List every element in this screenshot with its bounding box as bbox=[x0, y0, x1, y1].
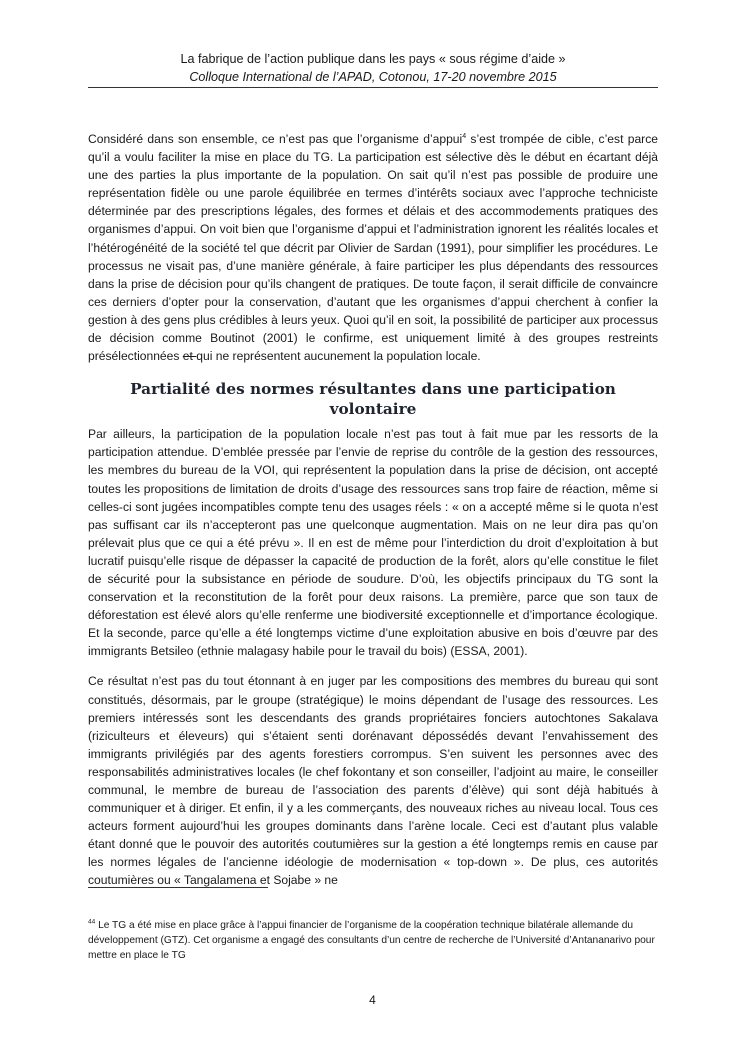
footnote-divider bbox=[88, 887, 268, 888]
paragraph-1-part-a: Considéré dans son ensemble, ce n’est pas que l’organisme d’appui bbox=[88, 132, 463, 146]
paragraph-1-part-c: qui ne représentent aucunement la population locale. bbox=[196, 349, 481, 364]
paragraph-2: Par ailleurs, la participation de la population locale n’est pas tout à fait mue par les ressorts de la participation attendue. D’emblée pressée par l’envie de reprise du contrôle de la gestion des ressources, les membres du bureau de la VOI, qui représentent la population dans la prise de décision, ont accepté toutes les propositions de limitation de droits d’usage des ressources sans trop faire de réaction, même si celles-ci sont jugées incompatibles compte tenu des usages réels : « on a accepté même si le quota n’est pas suffisant car ils n’accepteront pas une quelconque augmentation. Mais on ne leur dira pas qu’on prélevait plus que ce qui a été prévu ». Il en est de même pour l’interdiction du droit d’exploitation à but lucratif puisqu’elle risque de dépasser la capacité de production de la forêt, alors qu’elle constitue le filet de sécurité pour la subsistance en période de soudure. D’où, les objectifs principaux du TG sont la conservation et la reconstitution de la forêt pour deux raisons. La première, parce que son taux de déforestation est élevé alors qu’elle renferme une biodiversité exceptionnelle et d’importance écologique. Et la seconde, parce qu’elle a été longtemps victime d’une exploitation abusive en bois d’œuvre par des immigrants Betsileo (ethnie malagasy habile pour le travail du bois) (ESSA, 2001). bbox=[88, 427, 658, 659]
footnote-marker: 44 bbox=[88, 918, 96, 926]
struck-text: et bbox=[182, 349, 197, 364]
paragraph-1 bbox=[88, 130, 658, 365]
paragraph-3: Ce résultat n’est pas du tout étonnant à en juger par les compositions des membres du bureau qui sont constitués, désormais, par le groupe (stratégique) le moins dépendant de l’usage des ressources. Les premiers intéressés sont les descendants des grands propriétaires fonciers autochtones Sakalava (riziculteurs et éleveurs) qui s’étaient senti dorénavant dépossédés devant l’envahissement des immigrants privilégiés par des agents forestiers corrompus. S’en suivent les personnes avec des responsabilités administratives locales (le chef fokontany et son conseiller, l’adjoint au maire, le conseiller communal, le membre de bureau de l’association des parents d’élève) qui sont déjà habitués à communiquer et à diriger. Et enfin, il y a les commerçants, des nouveaux riches au niveau local. Tous ces acteurs forment aujourd’hui les groupes dominants dans l’arène locale. Ceci est d’autant plus valable étant donné que le pouvoir des autorités coutumières sur la gestion a été longtemps remis en cause par les normes légales de l’ancienne idéologie de modernisation « top-down ». De plus, ces autorités coutumières ou « Tangalamena et Sojabe » ne bbox=[88, 674, 658, 888]
paragraph-1-part-b: s’est trompée de cible, c’est parce qu’il a voulu faciliter la mise en place du TG. La participation est sélective dès le début en écartant déjà une des parties la plus importante de la population. On sait qu’il n’est pas possible de produire une représentation fidèle ou une parole équilibrée en termes d’intérêts sociaux avec l’approche techniciste déterminée par des prescriptions légales, des formes et délais et des accommodements pratiques des organismes d’appui. On voit bien que l’organisme d’appui et l’administration ignorent les réalités locales et l’hétérogénéité de la société tel que décrit par Olivier de Sardan (1991), pour simplifier les procédures. Le processus ne visait pas, d’une manière générale, à faire participer les plus dépendants des ressources dans la prise de décision pour qu’ils changent de pratiques. De toute façon, il serait difficile de convaincre ces derniers d’opter pour la conservation, d’autant que les organismes d’appui cherchent à confier la gestion à des gens plus crédibles à leurs yeux. Quoi qu’il en soit, la possibilité de participer aux processus de décision comme Boutinot (2001) le confirme, est uniquement limité à des groupes restreints présélectionnées bbox=[88, 132, 658, 364]
body-text bbox=[88, 130, 658, 890]
section-heading: Partialité des normes résultantes dans une participation volontaire bbox=[130, 380, 616, 419]
header-conference: Colloque International de l’APAD, Cotonou, 17-20 novembre 2015 bbox=[189, 70, 557, 84]
page-number: 4 bbox=[369, 993, 376, 1007]
footnote bbox=[88, 918, 658, 964]
footnote-reference[interactable]: 4 bbox=[462, 132, 467, 140]
header-title: La fabrique de l’action publique dans les pays « sous régime d’aide » bbox=[180, 52, 566, 66]
header-divider bbox=[88, 87, 658, 88]
running-header bbox=[88, 50, 658, 86]
footnote-text: Le TG a été mise en place grâce à l’appui financier de l’organisme de la coopération technique bilatérale allemande du développement (GTZ). Cet organisme a engagé des consultants d’un centre de recherche de l’Université d’Antananarivo pour mettre en place le TG bbox=[88, 920, 655, 962]
